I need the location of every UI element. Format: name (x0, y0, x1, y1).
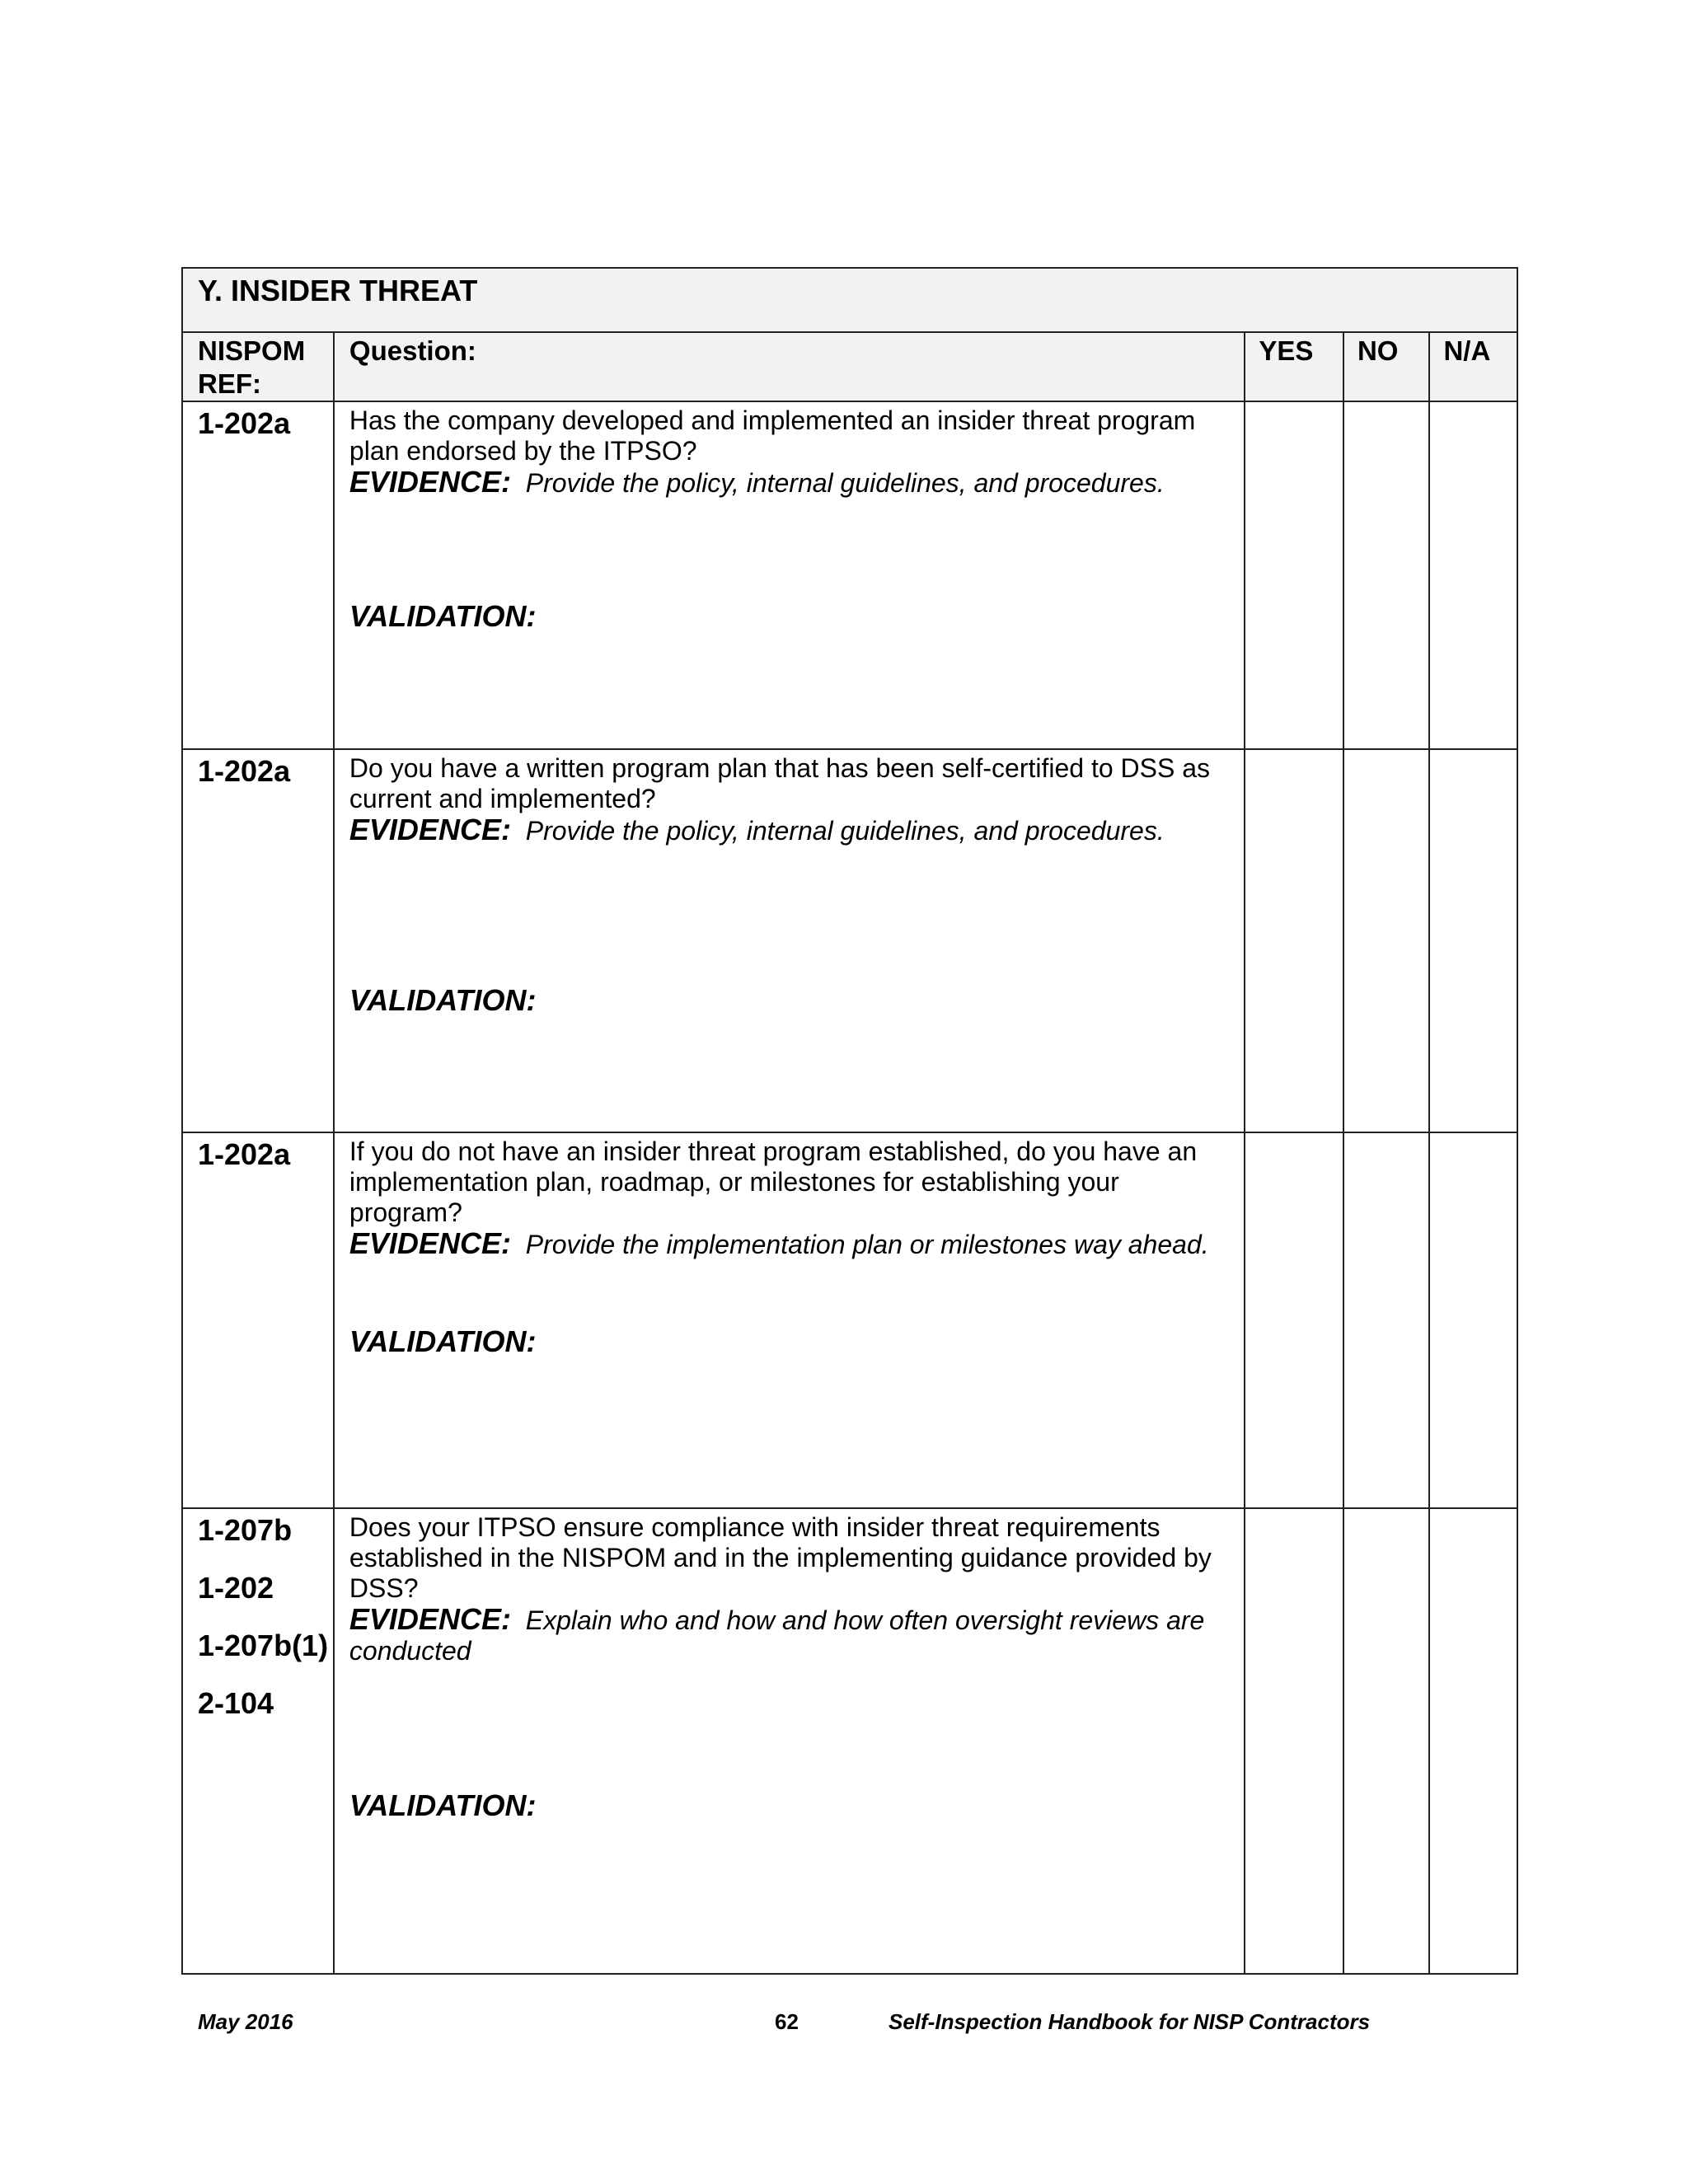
nispom-ref: 2-104 (198, 1686, 274, 1720)
evidence-text: Provide the policy, internal guidelines, and procedures. (525, 816, 1165, 846)
evidence-line (349, 1228, 1229, 1260)
header-no: NO (1343, 332, 1430, 401)
no-cell[interactable] (1343, 1508, 1430, 1974)
footer-date: May 2016 (198, 2009, 293, 2034)
no-cell[interactable] (1343, 1132, 1430, 1508)
page-footer (198, 2009, 1517, 2042)
table-row (182, 749, 1517, 1132)
evidence-line (349, 466, 1229, 499)
evidence-line (349, 1604, 1229, 1666)
na-cell[interactable] (1429, 401, 1517, 749)
validation-label: VALIDATION: (349, 1788, 537, 1822)
question-text: If you do not have an insider threat program established, do you have an implementation plan, roadmap, or milestones for establishing your program? (349, 1137, 1198, 1227)
evidence-text: Provide the policy, internal guidelines, and procedures. (525, 468, 1165, 498)
yes-cell[interactable] (1245, 1508, 1343, 1974)
section-title: Y. INSIDER THREAT (182, 268, 1517, 332)
ref-cell (182, 749, 334, 1132)
ref-cell (182, 1508, 334, 1974)
evidence-label: EVIDENCE: (349, 1602, 511, 1636)
no-cell[interactable] (1343, 749, 1430, 1132)
validation-label: VALIDATION: (349, 599, 537, 633)
question-cell (334, 401, 1245, 749)
nispom-ref: 1-202a (198, 406, 291, 440)
table-row (182, 401, 1517, 749)
validation-label: VALIDATION: (349, 1324, 537, 1358)
nispom-ref: 1-202a (198, 1137, 291, 1171)
evidence-label: EVIDENCE: (349, 1226, 511, 1260)
na-cell[interactable] (1429, 1132, 1517, 1508)
yes-cell[interactable] (1245, 401, 1343, 749)
nispom-ref: 1-207b(1) (198, 1629, 329, 1662)
inspection-table-container (181, 267, 1518, 1972)
table-row (182, 1132, 1517, 1508)
header-yes: YES (1245, 332, 1343, 401)
header-row (182, 332, 1517, 401)
validation-label: VALIDATION: (349, 983, 537, 1017)
footer-title: Self-Inspection Handbook for NISP Contractors (889, 2009, 1371, 2034)
inspection-table (181, 267, 1518, 1975)
question-text: Does your ITPSO ensure compliance with insider threat requirements established in the NISPOM and in the implementing guidance provided by DSS? (349, 1512, 1212, 1603)
na-cell[interactable] (1429, 749, 1517, 1132)
table-row (182, 1508, 1517, 1974)
section-row (182, 268, 1517, 332)
evidence-label: EVIDENCE: (349, 465, 511, 499)
nispom-ref: 1-207b (198, 1513, 293, 1547)
yes-cell[interactable] (1245, 1132, 1343, 1508)
question-cell (334, 1508, 1245, 1974)
evidence-label: EVIDENCE: (349, 813, 511, 846)
page-number: 62 (775, 2009, 799, 2034)
evidence-line (349, 814, 1229, 846)
ref-cell (182, 401, 334, 749)
ref-cell (182, 1132, 334, 1508)
na-cell[interactable] (1429, 1508, 1517, 1974)
evidence-text: Explain who and how and how often oversight reviews are conducted (349, 1605, 1205, 1666)
question-text: Has the company developed and implemented an insider threat program plan endorsed by the ITPSO? (349, 405, 1196, 466)
header-na: N/A (1429, 332, 1517, 401)
question-text: Do you have a written program plan that has been self-certified to DSS as current and implemented? (349, 753, 1211, 813)
no-cell[interactable] (1343, 401, 1430, 749)
evidence-text: Provide the implementation plan or milestones way ahead. (525, 1230, 1209, 1259)
question-cell (334, 1132, 1245, 1508)
header-ref: NISPOM REF: (182, 332, 334, 401)
header-question: Question: (334, 332, 1245, 401)
yes-cell[interactable] (1245, 749, 1343, 1132)
question-cell (334, 749, 1245, 1132)
nispom-ref: 1-202a (198, 754, 291, 788)
nispom-ref: 1-202 (198, 1571, 274, 1605)
